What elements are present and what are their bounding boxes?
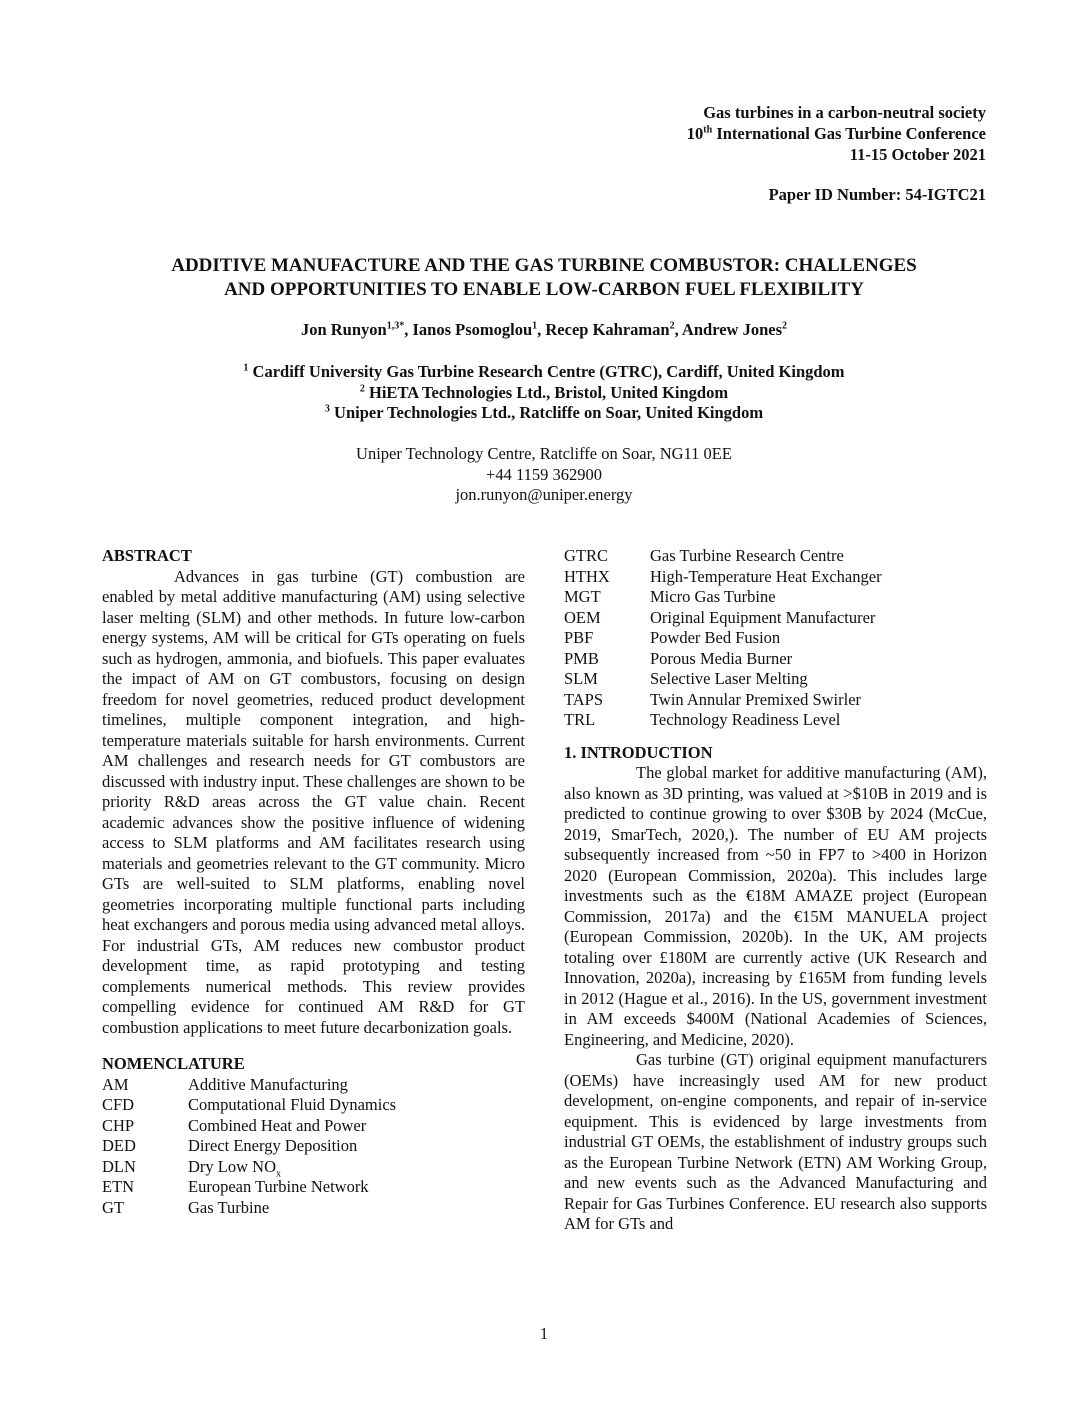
contact-email[interactable]: jon.runyon@uniper.energy bbox=[455, 485, 633, 504]
author-affiliation-mark: 2 bbox=[669, 320, 675, 332]
nomenclature-definition-text: Computational Fluid Dynamics bbox=[188, 1095, 397, 1114]
nomenclature-definition-text: European Turbine Network bbox=[188, 1177, 369, 1196]
nomenclature-definition bbox=[650, 649, 987, 670]
nomenclature-abbreviation: MGT bbox=[564, 587, 601, 606]
affiliation-list bbox=[0, 362, 1088, 424]
nomenclature-abbreviation: GTRC bbox=[564, 546, 609, 565]
conference-dates: 11-15 October 2021 bbox=[849, 145, 986, 164]
nomenclature-definition bbox=[650, 567, 987, 588]
nomenclature-definition-text: Gas Turbine Research Centre bbox=[650, 546, 844, 565]
nomenclature-abbreviation: TAPS bbox=[564, 689, 604, 709]
paper-title bbox=[80, 254, 1008, 302]
author-affiliation-mark: 1,3* bbox=[386, 320, 405, 332]
author-list bbox=[0, 320, 1088, 340]
nomenclature-entry bbox=[564, 669, 987, 690]
page-number: 1 bbox=[539, 1324, 549, 1343]
nomenclature-entry bbox=[564, 710, 987, 731]
affiliation bbox=[0, 403, 1088, 424]
nomenclature-entry bbox=[564, 587, 987, 608]
nomenclature-definition-text: Technology Readiness Level bbox=[650, 710, 841, 729]
paper-id: Paper ID Number: 54-IGTC21 bbox=[768, 185, 986, 204]
nomenclature-entry bbox=[564, 608, 987, 629]
nomenclature-entry bbox=[564, 690, 987, 711]
nomenclature-definition-text: Dry Low NO bbox=[188, 1156, 276, 1176]
nomenclature-abbreviation: AM bbox=[102, 1074, 129, 1094]
nomenclature-abbreviation: PMB bbox=[564, 648, 599, 668]
nomenclature-definition-text: Twin Annular Premixed Swirler bbox=[650, 689, 862, 709]
paper-title-line: AND OPPORTUNITIES TO ENABLE LOW-CARBON FUEL FLEXIBILITY bbox=[224, 279, 864, 300]
conference-theme: Gas turbines in a carbon-neutral society bbox=[703, 103, 986, 122]
author-name: Recep Kahraman bbox=[545, 320, 670, 339]
nomenclature-entry bbox=[102, 1198, 525, 1219]
conference-number: 10 bbox=[686, 124, 704, 143]
nomenclature-list-continued bbox=[564, 546, 987, 731]
nomenclature-abbreviation: SLM bbox=[564, 669, 598, 688]
author-affiliation-mark: 2 bbox=[782, 320, 788, 332]
affiliation-number: 3 bbox=[324, 403, 330, 415]
nomenclature-definition bbox=[188, 1075, 525, 1096]
nomenclature-list bbox=[102, 1075, 525, 1219]
introduction-heading: 1. INTRODUCTION bbox=[564, 742, 713, 762]
conference-title bbox=[687, 123, 986, 144]
nomenclature-definition bbox=[650, 546, 987, 567]
author-name: Jon Runyon bbox=[300, 320, 387, 339]
nomenclature-abbreviation: CFD bbox=[102, 1095, 135, 1114]
nomenclature-definition bbox=[188, 1116, 525, 1137]
nomenclature-definition-text: Gas Turbine bbox=[188, 1197, 270, 1217]
nomenclature-abbreviation: DLN bbox=[102, 1156, 136, 1176]
nomenclature-definition-text: Direct Energy Deposition bbox=[188, 1136, 358, 1155]
conference-name: International Gas Turbine Conference bbox=[712, 124, 986, 143]
nomenclature-definition-text: Additive Manufacturing bbox=[188, 1074, 348, 1094]
author-name: Ianos Psomoglou bbox=[412, 320, 533, 339]
nomenclature-definition bbox=[650, 690, 987, 711]
introduction-paragraph: The global market for additive manufacturing (AM), also known as 3D printing, was valued at >$10B in 2019 and is predicted to continue growing to over $30B by 2024 (McCue, 2019, SmarTech, 2020,). The number of EU AM projects subsequently increased from ~50 in FP7 to >400 in Horizon 2020 (European Commission, 2020a). This includes large investments such as the €18M AMAZE project (European Commission, 2017a) and the €15M MANUELA project (European Commission, 2020b). In the UK, AM projects totaling over £180M are currently active (UK Research and Innovation, 2020a), increasing by £165M from funding levels in 2012 (Hague et al., 2016). In the US, government investment in AM exceeds $400M (National Academies of Sciences, Engineering, and Medicine, 2020). bbox=[564, 763, 987, 1049]
nomenclature-abbreviation: ETN bbox=[102, 1177, 135, 1196]
nomenclature-abbreviation: HTHX bbox=[564, 566, 610, 586]
nomenclature-definition bbox=[188, 1136, 525, 1157]
left-column bbox=[102, 546, 525, 1218]
abstract-text: Advances in gas turbine (GT) combustion are enabled by metal additive manufacturing (AM) using selective laser melting (SLM) and other methods. In future low-carbon energy systems, AM will be critical for GTs operating on fuels such as hydrogen, ammonia, and biofuels. This paper evaluates the impact of AM on GT combustors, focusing on design freedom for novel geometries, reduced product development timelines, multiple component integration, and high-temperature materials suitable for harsh environments. Current AM challenges and research needs for GT combustors are discussed with industry input. These challenges are shown to be priority R&D areas across the GT value chain. Recent academic advances show the positive influence of widening access to SLM platforms and AM facilitates research using materials and geometries relevant to the GT community. Micro GTs are well-suited to SLM platforms, enabling novel geometries incorporating multiple functional parts including heat exchangers and porous media using advanced metal alloys. For industrial GTs, AM reduces new combustor product development time, as rapid prototyping and testing complements numerical methods. This review provides compelling evidence for continued AM R&D for GT combustion applications to meet future decarbonization goals. bbox=[102, 566, 525, 1037]
nomenclature-definition-text: Powder Bed Fusion bbox=[650, 628, 781, 647]
nomenclature-definition bbox=[650, 669, 987, 690]
nomenclature-definition-text: Porous Media Burner bbox=[650, 648, 793, 668]
affiliation-text: Uniper Technologies Ltd., Ratcliffe on Soar, United Kingdom bbox=[329, 403, 764, 422]
nomenclature-entry bbox=[102, 1075, 525, 1096]
introduction-paragraph: Gas turbine (GT) original equipment manufacturers (OEMs) have increasingly used AM for new product development, on-engine components, and repair of in-service equipment. This is evidenced by large investments from industrial GT OEMs, the establishment of industry groups such as the European Turbine Network (ETN) AM Working Group, and new events such as the Advanced Manufacturing and Repair for Gas Turbines Conference. EU research also supports AM for GTs and bbox=[564, 1050, 987, 1233]
contact-block bbox=[0, 444, 1088, 506]
affiliation-number: 2 bbox=[359, 383, 365, 394]
nomenclature-definition bbox=[188, 1157, 525, 1178]
nomenclature-definition bbox=[650, 608, 987, 629]
nomenclature-entry bbox=[102, 1157, 525, 1178]
contact-address: Uniper Technology Centre, Ratcliffe on Soar, NG11 0EE bbox=[356, 444, 732, 463]
nomenclature-definition bbox=[650, 628, 987, 649]
author-separator: , bbox=[674, 320, 682, 339]
nomenclature-entry bbox=[102, 1116, 525, 1137]
contact-phone: +44 1159 362900 bbox=[486, 464, 602, 484]
nomenclature-definition-text: High-Temperature Heat Exchanger bbox=[650, 566, 882, 586]
nomenclature-entry bbox=[564, 628, 987, 649]
author-separator: , bbox=[404, 320, 413, 339]
abstract-heading: ABSTRACT bbox=[102, 546, 192, 565]
nomenclature-definition-text: Original Equipment Manufacturer bbox=[650, 607, 876, 627]
nomenclature-entry bbox=[102, 1136, 525, 1157]
nomenclature-entry bbox=[564, 546, 987, 567]
nomenclature-abbreviation: PBF bbox=[564, 628, 594, 647]
nomenclature-definition bbox=[188, 1095, 525, 1116]
nomenclature-definition-text: Micro Gas Turbine bbox=[650, 587, 776, 606]
nomenclature-definition bbox=[650, 710, 987, 731]
author-affiliation-mark: 1 bbox=[532, 320, 538, 332]
affiliation-text: Cardiff University Gas Turbine Research Centre (GTRC), Cardiff, United Kingdom bbox=[248, 362, 845, 381]
affiliation-number: 1 bbox=[243, 362, 249, 374]
nomenclature-abbreviation: TRL bbox=[564, 710, 596, 729]
nomenclature-definition bbox=[188, 1198, 525, 1219]
nomenclature-entry bbox=[564, 649, 987, 670]
nomenclature-heading: NOMENCLATURE bbox=[102, 1054, 245, 1073]
nomenclature-entry bbox=[102, 1177, 525, 1198]
affiliation bbox=[0, 383, 1088, 404]
nomenclature-entry bbox=[564, 567, 987, 588]
nomenclature-abbreviation: GT bbox=[102, 1197, 124, 1217]
nomenclature-abbreviation: OEM bbox=[564, 607, 601, 627]
affiliation-text: HiETA Technologies Ltd., Bristol, United Kingdom bbox=[364, 382, 729, 402]
conference-header bbox=[687, 102, 986, 165]
nomenclature-abbreviation: CHP bbox=[102, 1115, 135, 1135]
nomenclature-definition-text: Combined Heat and Power bbox=[188, 1115, 367, 1135]
nomenclature-definition bbox=[188, 1177, 525, 1198]
nomenclature-definition-text: Selective Laser Melting bbox=[650, 669, 808, 688]
author-name: Andrew Jones bbox=[681, 320, 783, 339]
affiliation bbox=[0, 362, 1088, 383]
nomenclature-definition bbox=[650, 587, 987, 608]
nomenclature-entry bbox=[102, 1095, 525, 1116]
paper-title-line: ADDITIVE MANUFACTURE AND THE GAS TURBINE COMBUSTOR: CHALLENGES bbox=[171, 255, 917, 276]
right-column bbox=[564, 546, 987, 1235]
nomenclature-subscript: x bbox=[276, 1167, 281, 1179]
conference-number-suffix: th bbox=[703, 124, 713, 136]
author-separator: , bbox=[537, 320, 546, 339]
nomenclature-abbreviation: DED bbox=[102, 1136, 136, 1155]
